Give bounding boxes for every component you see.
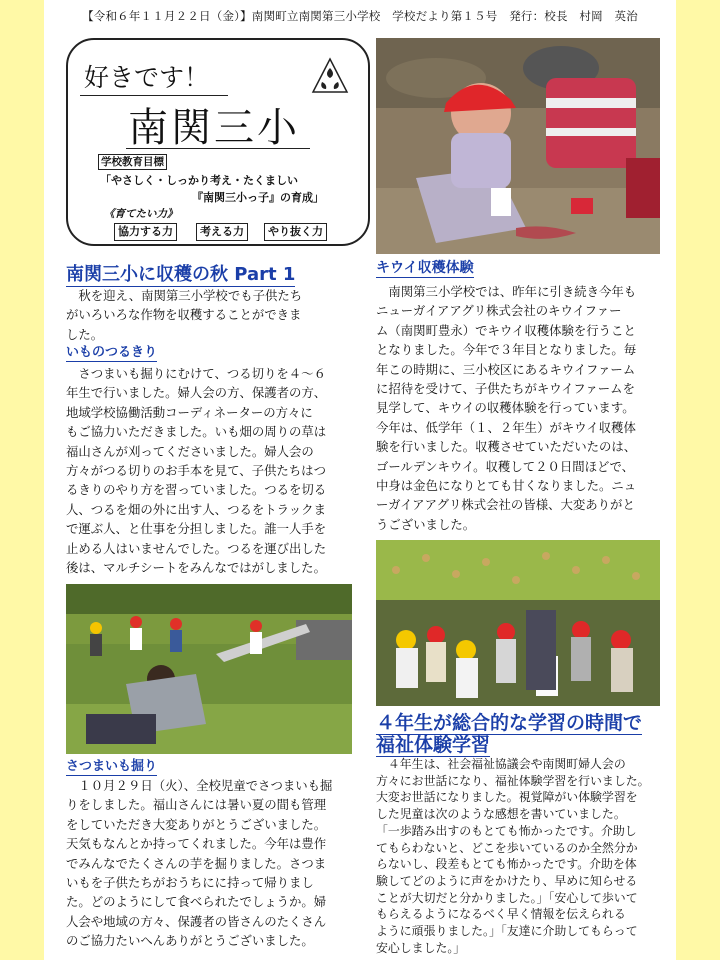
kiwi-farm-photo <box>376 540 660 706</box>
title-tagline: 好きです！ <box>84 63 210 92</box>
kiwi-section-title: キウイ収穫体験 <box>376 260 474 276</box>
ability-cooperation: 協力する力 <box>114 223 177 241</box>
school-name-title: 南関三小 <box>128 105 300 151</box>
welfare-text: ４年生は、社会福祉協議会や南関町婦人会の 方々にお世話になり、福祉体験学習を行いました。 大変お世話になりました。視覚障がい体験学習を した児童は次のような感想を書いていました。 「一歩踏み出すのもとても怖かったです。介助し てもらわないと、どこを歩いているのか全然分か らないし、段差もとても怖かったです。介助を体 験してどのように声をかけたり、早めに知らせる ことが大切だと分かりました。」「安心して歩いて もらえるようになるべく早く情報を伝えられる ように頑張りました。」「友達に介助してもらって 安心しました。」 <box>376 757 650 955</box>
kiwi-text: 南関第三小学校では、昨年に引き続き今年も ニューガイアアグリ株式会社のキウイファー ム（南関町豊永）でキウイ収穫体験を行うこと となりました。今年で３年目となりました。毎 年この時期に、三小校区にあるキウイファーム に招待を受けて、子供たちがキウイファームを 見学して、キウイの収穫体験を行っています。 今年は、低学年（１、２年生）がキウイ収穫体 験を行いました。収穫させていただいたのは、 ゴールデンキウイ。収穫して２０日間ほどで、 中身は金色になりとても甘くなりました。ニュ ーガイアアグリ株式会社の皆様、大変ありがと うございました。 <box>376 284 637 532</box>
school-crest-icon <box>310 56 350 96</box>
vine-cutting-subtitle: いものつるきり <box>66 345 158 360</box>
welfare-title-line2: 福祉体験学習 <box>376 734 491 756</box>
education-goal-line2: 『南関三小っ子』の育成」 <box>192 191 324 204</box>
school-title-box <box>66 38 370 246</box>
ability-thinking: 考える力 <box>196 223 248 241</box>
school-name-underline <box>126 148 310 149</box>
harvest-section-title: 南関三小に収穫の秋 Part 1 <box>66 264 296 285</box>
education-goal-line1: 「やさしく・しっかり考え・たくましい <box>100 174 298 187</box>
vine-cutting-field-photo <box>66 584 352 754</box>
vine-cutting-text: さつまいも掘りにむけて、つる切りを４～６ 年生で行いました。婦人会の方、保護者の方、 地域学校協働活動コーディネーターの方々に もご協力いただきました。いも畑の周りの草は 福山さんが刈ってくださいました。婦人会の 方々がつる切りのお手本を見て、子供たちはつ るきりのやり方を習っていました。つるを切る 人、つるを畑の外に出す人、つるをトラックま で運ぶ人、と仕事を分担しました。誰一人手を 止める人はいませんでした。つるを運び出した 後は、マルチシートをみんなではがしました。 <box>66 366 327 576</box>
target-abilities-label: 《育てたい力》 <box>104 208 178 220</box>
newsletter-page <box>44 0 676 960</box>
welfare-title-line1: ４年生が総合的な学習の時間で <box>376 712 643 734</box>
education-goal-label: 学校教育目標 <box>98 154 167 170</box>
potato-digging-subtitle: さつまいも掘り <box>66 759 158 774</box>
potato-digging-text: １０月２９日（火）、全校児童でさつまいも掘 りをしました。福山さんには暑い夏の間も管理 をしていただき大変ありがとうございました。 天気もなんとか持ってくれました。今年は豊作 でみんなでたくさんの芋を掘りました。さつま いもを子供たちがおうちにに持って帰りまし た。どのようにして食べられたでしょうか。婦 人会や地域の方々、保護者の皆さんのたくさん のご協力たいへんありがとうございました。 <box>66 778 333 949</box>
harvest-intro-text: 秋を迎え、南関第三小学校でも子供たち がいろいろな作物を収穫することができま した。 <box>66 288 303 342</box>
newsletter-header: 【令和６年１１月２２日（金）】南関町立南関第三小学校 学校だより第１５号 発行：校長 村岡 英治 <box>82 9 638 23</box>
potato-digging-closeup-photo <box>376 38 660 254</box>
ability-perseverance: やり抜く力 <box>264 223 327 241</box>
